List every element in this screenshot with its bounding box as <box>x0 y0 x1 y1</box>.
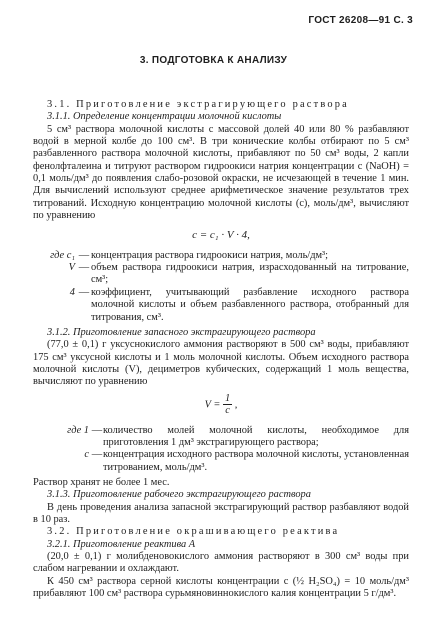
paragraph-3-1-2: (77,0 ± 0,1) г уксуснокислого аммония растворяют в 500 см³ воды, прибавляют 175 см³ уксусной кислоты и 1 моль молочной кислоты. Объем исходного раствора молочной кислоты (V), дециметров кубических, содержащий 1 моль вещества, вычисляют по уравнению <box>33 339 409 388</box>
definition-text: объем раствора гидроокиси натрия, израсходованный на титрование, см³; <box>91 262 409 286</box>
paragraph-3-1-1: 5 см³ раствора молочной кислоты с массовой долей 40 или 80 % разбавляют водой в мерной колбе до 100 см³. В три конические колбы отбирают по 5 см³ разбавленного раствора молочной кислоты, прибавляют по 50 см³ воды, 2 капли фенолфталеина и титруют раствором гидроокиси натрия концентрации с (NaOH) = 0,1 моль/дм³ до появления слабо-розовой окраски, не исчезающей в течение 1 мин. Для вычислений используют среднее арифметическое значение результатов трех титрований. Исходную концентрацию молочной кислоты (c), моль/дм³, вычисляют по уравнению <box>33 123 409 222</box>
definition-symbol: где c₁ <box>50 249 75 261</box>
formula-numerator: 1 <box>224 392 231 404</box>
subsection-heading-3-2-1: 3.2.1. Приготовление реактива А <box>47 538 196 550</box>
page-header: ГОСТ 26208—91 С. 3 <box>308 15 413 26</box>
subsection-heading-3-2: 3.2. Приготовление окрашивающего реактива <box>47 526 340 538</box>
definition-text: концентрация исходного раствора молочной кислоты, установленная титрованием, моль/дм³. <box>103 449 409 473</box>
definition-row: 4 — коэффициент, учитывающий разбавление исходного раствора молочной кислоты и объем разбавленного раствора, отобранный для титрования, см³. <box>33 287 409 324</box>
definition-symbol: где 1 <box>67 424 89 436</box>
formula-fraction <box>223 393 232 417</box>
storage-note: Раствор хранят не более 1 мес. <box>33 476 170 488</box>
definition-symbol: 4 <box>69 286 75 298</box>
definition-list-2 <box>33 425 409 474</box>
definition-symbol: V <box>68 262 75 274</box>
paragraph-3-2-1-b: К 450 см³ раствора серной кислоты концентрации с (½ H₂SO₄) = 10 моль/дм³ прибавляют 100 см³ раствора сурьмяновиннокислого калия концентрации 5 г/дм³. <box>33 575 409 600</box>
subsection-heading-3-1-2: 3.1.2. Приготовление запасного экстрагирующего раствора <box>47 326 316 338</box>
definition-text: коэффициент, учитывающий разбавление исходного раствора молочной кислоты и объем разбавленного раствора, отобранный для титрования, см³. <box>91 286 409 323</box>
subsection-heading-3-1-3: 3.1.3. Приготовление рабочего экстрагирующего раствора <box>47 489 311 501</box>
section-title: 3. ПОДГОТОВКА К АНАЛИЗУ <box>139 55 288 66</box>
formula-volume <box>33 393 409 417</box>
definition-row: V — объем раствора гидроокиси натрия, израсходованный на титрование, см³; <box>33 262 409 287</box>
definition-text: концентрация раствора гидроокиси натрия, моль/дм³; <box>91 249 329 261</box>
formula-lhs: V = <box>204 398 221 410</box>
definition-text: количество молей молочной кислоты, необходимое для приготовления 1 дм³ экстрагирующего раствора; <box>103 424 409 448</box>
formula-concentration: c = c₁ · V · 4, <box>192 229 250 242</box>
paragraph-3-2-1-a: (20,0 ± 0,1) г молибденовокислого аммония растворяют в 300 см³ воды при слабом нагревании и охлаждают. <box>33 551 409 575</box>
formula-end: , <box>234 398 238 410</box>
definition-row: c — концентрация исходного раствора молочной кислоты, установленная титрованием, моль/дм³. <box>33 449 409 474</box>
definition-symbol: c <box>84 449 89 461</box>
definition-row: где 1 — количество молей молочной кислоты, необходимое для приготовления 1 дм³ экстрагирующего раствора; <box>33 425 409 450</box>
subsection-heading-3-1-1: 3.1.1. Определение концентрации молочной кислоты <box>47 111 282 123</box>
definition-list-1 <box>33 250 409 324</box>
subsection-heading-3-1: 3.1. Приготовление экстрагирующего раствора <box>47 99 349 110</box>
formula-denominator: c <box>225 404 230 416</box>
document-body <box>33 99 409 600</box>
paragraph-3-1-3: В день проведения анализа запасной экстрагирующий раствор разбавляют водой в 10 раз. <box>33 501 409 525</box>
definition-row: где c₁ — концентрация раствора гидроокиси натрия, моль/дм³; <box>33 250 409 262</box>
